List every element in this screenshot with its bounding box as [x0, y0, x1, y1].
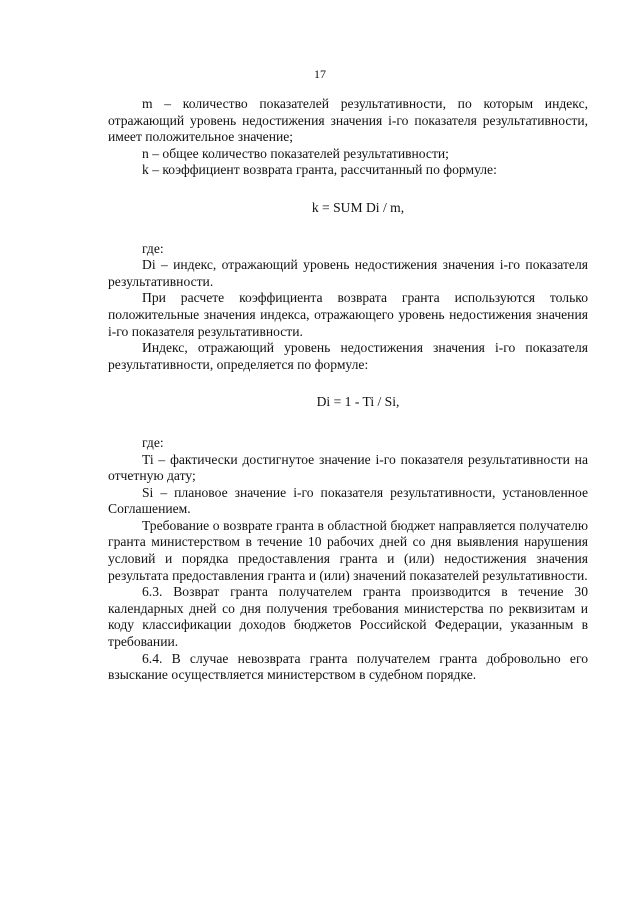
paragraph-6-3: 6.3. Возврат гранта получателем гранта производится в течение 30 календарных дней со дня получения требования министерства по реквизитам и коду классификации доходов бюджетов Российской Федерации, указанным в требовании.: [108, 584, 588, 650]
paragraph-index-formula-intro: Индекс, отражающий уровень недостижения значения i-го показателя результативности, определяется по формуле:: [108, 340, 588, 372]
page-number: 17: [314, 67, 326, 81]
paragraph-positive-values: При расчете коэффициента возврата гранта используются только положительные значения индекса, отражающего уровень недостижения значения i-го показателя результативности.: [108, 290, 588, 339]
formula-k: k = SUM Di / m,: [311, 199, 405, 215]
where-label: где:: [142, 434, 164, 450]
paragraph-k-definition: k – коэффициент возврата гранта, рассчитанный по формуле:: [142, 162, 497, 178]
formula-di: Di = 1 - Ti / Si,: [316, 394, 400, 410]
document-body: [108, 96, 588, 684]
paragraph-n-definition: n – общее количество показателей результативности;: [142, 145, 449, 161]
paragraph-6-4: 6.4. В случае невозврата гранта получателем гранта добровольно его взыскание осуществляется министерством в судебном порядке.: [108, 650, 588, 683]
where-label: где:: [142, 240, 164, 256]
paragraph-m-definition: m – количество показателей результативности, по которым индекс, отражающий уровень недостижения значения i-го показателя результативности, имеет положительное значение;: [108, 96, 588, 145]
paragraph-ti-definition: Ti – фактически достигнутое значение i-го показателя результативности на отчетную дату;: [108, 451, 588, 484]
paragraph-return-requirement: Требование о возврате гранта в областной бюджет направляется получателю гранта министерством в течение 10 рабочих дней со дня выявления нарушения условий и порядка предоставления гранта и (или) недостижения значения результата предоставления гранта и (или) значений показателей результативности.: [108, 517, 588, 583]
paragraph-di-definition: Di – индекс, отражающий уровень недостижения значения i-го показателя результативности.: [108, 257, 588, 289]
paragraph-si-definition: Si – плановое значение i-го показателя результативности, установленное Соглашением.: [108, 484, 588, 517]
